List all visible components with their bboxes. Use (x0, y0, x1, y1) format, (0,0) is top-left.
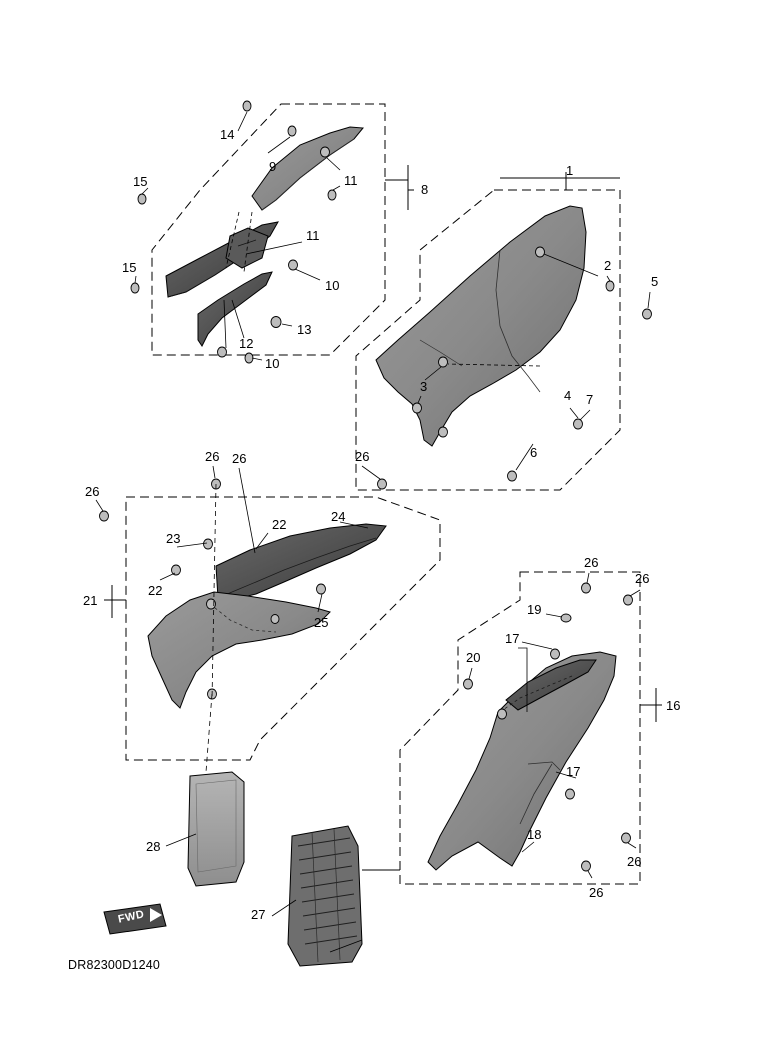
callout-13: 13 (297, 322, 312, 337)
callout-8: 8 (421, 182, 429, 197)
callout-26-d: 26 (85, 484, 100, 499)
callout-26-e: 26 (584, 555, 599, 570)
callout-7: 7 (586, 392, 594, 407)
fwd-label: FWD (117, 908, 146, 926)
callout-26-c: 26 (355, 449, 370, 464)
part-1-side-cowl (376, 206, 586, 446)
callout-26-h: 26 (589, 885, 604, 900)
part-16-side-panel (428, 652, 616, 870)
group-8-bracket (385, 165, 414, 210)
callout-22-a: 22 (272, 517, 287, 532)
callout-9: 9 (269, 159, 277, 174)
callout-26-f: 26 (635, 571, 650, 586)
part-21-lower-fender (148, 592, 330, 708)
callout-21: 21 (83, 593, 98, 608)
part-28-flat-panel (188, 772, 244, 886)
callout-15-lower: 15 (122, 260, 137, 275)
callout-12: 12 (239, 336, 254, 351)
callout-27: 27 (251, 907, 266, 922)
callout-1: 1 (566, 163, 574, 178)
callout-6: 6 (530, 445, 538, 460)
callout-10-upper: 10 (325, 278, 340, 293)
callout-25: 25 (314, 615, 329, 630)
callout-2: 2 (604, 258, 612, 273)
callout-26-g: 26 (627, 854, 642, 869)
callout-20: 20 (466, 650, 481, 665)
callout-5: 5 (651, 274, 659, 289)
callout-28: 28 (146, 839, 161, 854)
callout-22-b: 22 (148, 583, 163, 598)
part-22-upper-fender (216, 524, 386, 600)
callout-15-upper: 15 (133, 174, 148, 189)
part-27-grille (288, 826, 362, 966)
callout-4: 4 (564, 388, 572, 403)
callout-23: 23 (166, 531, 181, 546)
callout-24: 24 (331, 509, 346, 524)
callout-11-upper: 11 (344, 173, 358, 188)
callout-26-b: 26 (232, 451, 247, 466)
callout-10-lower: 10 (265, 356, 280, 371)
drawing-code: DR82300D1240 (68, 958, 161, 972)
callout-18: 18 (527, 827, 542, 842)
callout-19: 19 (527, 602, 542, 617)
callout-26-a: 26 (205, 449, 220, 464)
callout-17-lower: 17 (566, 764, 581, 779)
group-21-bracket (104, 585, 126, 618)
callout-3: 3 (420, 379, 428, 394)
callout-11-lower: 11 (306, 228, 320, 243)
group-16-bracket (640, 688, 662, 722)
callout-16: 16 (666, 698, 681, 713)
callout-17-upper: 17 (505, 631, 520, 646)
group-1-bracket (500, 172, 620, 190)
callout-14: 14 (220, 127, 235, 142)
